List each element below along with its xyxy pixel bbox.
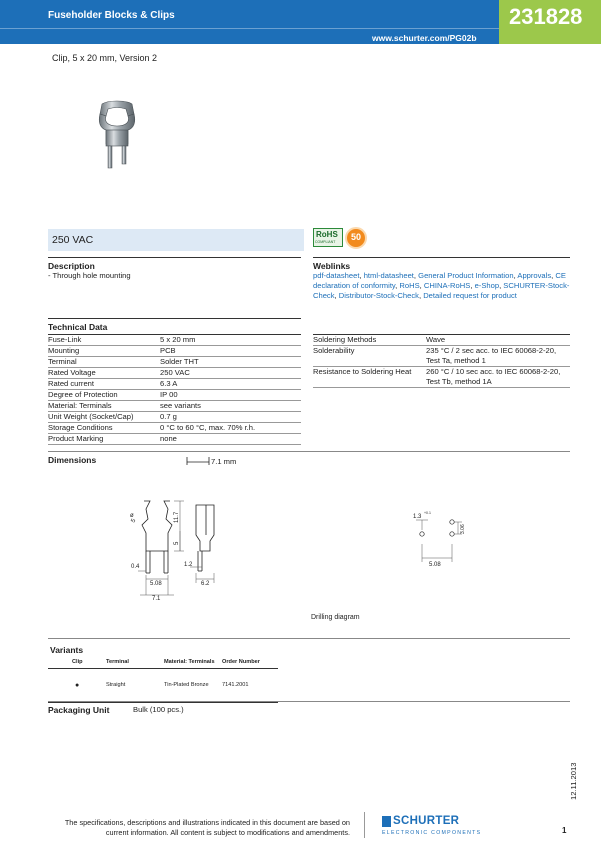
spec-value-line: Test Ta, method 1	[426, 356, 486, 365]
stock-check-link[interactable]: SCHURTER-Stock-Check	[313, 281, 570, 301]
spec-value: 0 °C to 60 °C, max. 70% r.h.	[160, 423, 301, 434]
spec-value-line: Test Tb, method 1A	[426, 377, 492, 386]
spec-key: Solderability	[313, 346, 426, 367]
variant-order-number[interactable]: 7141.2001	[222, 668, 278, 702]
spec-key: Terminal	[48, 357, 160, 368]
clip-dimension-drawing	[110, 495, 230, 607]
rohs-link[interactable]: RoHS	[399, 281, 420, 291]
variants-table	[48, 656, 278, 703]
company-logo-subtitle: ELECTRONIC COMPONENTS	[382, 830, 482, 836]
spec-value: see variants	[160, 401, 301, 412]
spec-value: Solder THT	[160, 357, 301, 368]
spec-key: Fuse-Link	[48, 335, 160, 346]
approvals-link[interactable]: Approvals	[517, 271, 552, 280]
spec-value-line: 235 °C / 2 sec acc. to IEC 60068-2-20,	[426, 346, 557, 355]
general-product-info-link[interactable]: General Product Information	[418, 271, 514, 280]
table-row	[48, 346, 301, 357]
spec-key: Rated Voltage	[48, 368, 160, 379]
china-rohs-link[interactable]: CHINA-RoHS	[423, 281, 471, 291]
spec-key: Resistance to Soldering Heat	[313, 367, 426, 388]
html-datasheet-link[interactable]: html-datasheet	[363, 271, 414, 280]
footer-divider	[364, 812, 365, 838]
table-row	[48, 368, 301, 379]
variant-clip-bullet: ●	[48, 668, 106, 702]
e-shop-link[interactable]: e-Shop	[474, 281, 500, 291]
spec-value: IP 00	[160, 390, 301, 401]
packaging-value: Bulk (100 pcs.)	[133, 705, 184, 714]
weblinks-rule	[313, 257, 570, 258]
table-row	[48, 434, 301, 445]
dimension-label: 5	[174, 541, 180, 545]
table-row	[48, 412, 301, 423]
table-row	[48, 390, 301, 401]
dimension-label: 5.08	[150, 581, 162, 587]
drilling-diagram	[408, 506, 468, 570]
scale-bar-label: 7.1 mm	[211, 457, 237, 466]
detailed-request-link[interactable]: Detailed request for product	[423, 291, 517, 301]
table-row	[48, 335, 301, 346]
spec-value-line: 260 °C / 10 sec acc. to IEC 60068-2-20,	[426, 367, 561, 376]
dimensions-rule	[48, 451, 570, 452]
spec-value: none	[160, 434, 301, 445]
table-row	[48, 401, 301, 412]
footer-disclaimer	[48, 818, 350, 838]
drill-dimension-label: 1.3	[413, 514, 422, 520]
product-photo	[88, 100, 148, 172]
page-number: 1	[562, 826, 567, 835]
part-number: 231828	[509, 4, 583, 29]
product-title: Clip, 5 x 20 mm, Version 2	[52, 53, 158, 63]
technical-data-rule	[48, 318, 301, 319]
scale-bar-icon	[186, 456, 210, 466]
dimension-label: 1.2	[184, 562, 193, 568]
spec-value: 6.3 A	[160, 379, 301, 390]
spec-value: 250 VAC	[160, 368, 301, 379]
diameter-symbol-icon: ø	[130, 513, 134, 519]
spec-key: Soldering Methods	[313, 335, 426, 346]
technical-data-table-left	[48, 334, 301, 445]
pdf-datasheet-link[interactable]: pdf-datasheet	[313, 271, 360, 280]
column-header-terminal: Terminal	[106, 656, 164, 668]
spec-key: Unit Weight (Socket/Cap)	[48, 412, 160, 423]
drill-dimension-label: 5.08	[429, 562, 441, 568]
table-row	[48, 423, 301, 434]
voltage-banner-text: 250 VAC	[52, 234, 94, 246]
dimension-label: 11.7	[174, 511, 180, 523]
table-row	[48, 357, 301, 368]
spec-key: Material: Terminals	[48, 401, 160, 412]
spec-value	[426, 346, 570, 367]
table-row	[313, 335, 570, 346]
dimension-label: 0.4	[131, 564, 140, 570]
company-logo-text: SCHURTER	[393, 815, 460, 827]
spec-key: Storage Conditions	[48, 423, 160, 434]
spec-value: 5 x 20 mm	[160, 335, 301, 346]
category-title: Fuseholder Blocks & Clips	[48, 10, 175, 21]
packaging-heading: Packaging Unit	[48, 705, 110, 715]
header-url-link[interactable]: www.schurter.com/PG02b	[372, 33, 477, 43]
table-row	[313, 367, 570, 388]
spec-value: 0.7 g	[160, 412, 301, 423]
distributor-stock-check-link[interactable]: Distributor-Stock-Check	[338, 291, 419, 301]
spec-value: PCB	[160, 346, 301, 357]
schurter-logo-icon	[382, 816, 391, 827]
table-row	[313, 346, 570, 367]
ce-declaration-link[interactable]: CE declaration of conformity	[313, 271, 566, 291]
spec-value: Wave	[426, 335, 570, 346]
weblinks-list: pdf-datasheet, html-datasheet, General Product Information, Approvals, CE declaration of conformity, RoHS, CHINA-RoHS, e-Shop, SCHURTER-Stock-Check, Distributor-Stock-Check, Detailed request for product	[313, 271, 570, 301]
description-rule	[48, 257, 301, 258]
spec-key: Mounting	[48, 346, 160, 357]
table-row[interactable]	[48, 668, 278, 702]
spec-key: Product Marking	[48, 434, 160, 445]
column-header-material: Material: Terminals	[164, 656, 222, 668]
packaging-rule	[48, 701, 570, 702]
variants-rule	[48, 638, 570, 639]
description-heading: Description	[48, 261, 95, 271]
column-header-clip: Clip	[48, 656, 106, 668]
dimensions-heading: Dimensions	[48, 455, 97, 465]
footer-disclaimer-line: The specifications, descriptions and illustrations indicated in this document are based on	[64, 818, 350, 827]
drilling-diagram-caption: Drilling diagram	[311, 614, 360, 621]
table-row	[48, 379, 301, 390]
technical-data-table-right	[313, 334, 570, 388]
variant-terminal: Straight	[106, 668, 164, 702]
technical-data-heading: Technical Data	[48, 322, 108, 332]
drill-dimension-label: 3.06	[460, 524, 466, 534]
variants-heading: Variants	[50, 645, 84, 655]
drill-tolerance-label: +0.1	[424, 511, 431, 515]
dimension-label: 5	[130, 518, 138, 524]
footer-disclaimer-line: current information. All content is subject to modifications and amendments.	[105, 828, 350, 837]
spec-key: Rated current	[48, 379, 160, 390]
fifty-year-badge-label: 50	[350, 232, 361, 242]
column-header-order-number: Order Number	[222, 656, 278, 668]
description-item: - Through hole mounting	[48, 271, 131, 280]
dimension-label: 6.2	[201, 581, 210, 587]
document-date: 12.11.2013	[569, 762, 578, 800]
rohs-badge-sublabel: COMPLIANT	[315, 240, 336, 244]
dimension-label: 7.1	[152, 596, 161, 602]
weblinks-heading: Weblinks	[313, 261, 351, 271]
table-header-row	[48, 656, 278, 668]
rohs-badge-label: RoHS	[316, 230, 338, 239]
spec-value	[426, 367, 570, 388]
variant-material: Tin-Plated Bronze	[164, 668, 222, 702]
spec-key: Degree of Protection	[48, 390, 160, 401]
